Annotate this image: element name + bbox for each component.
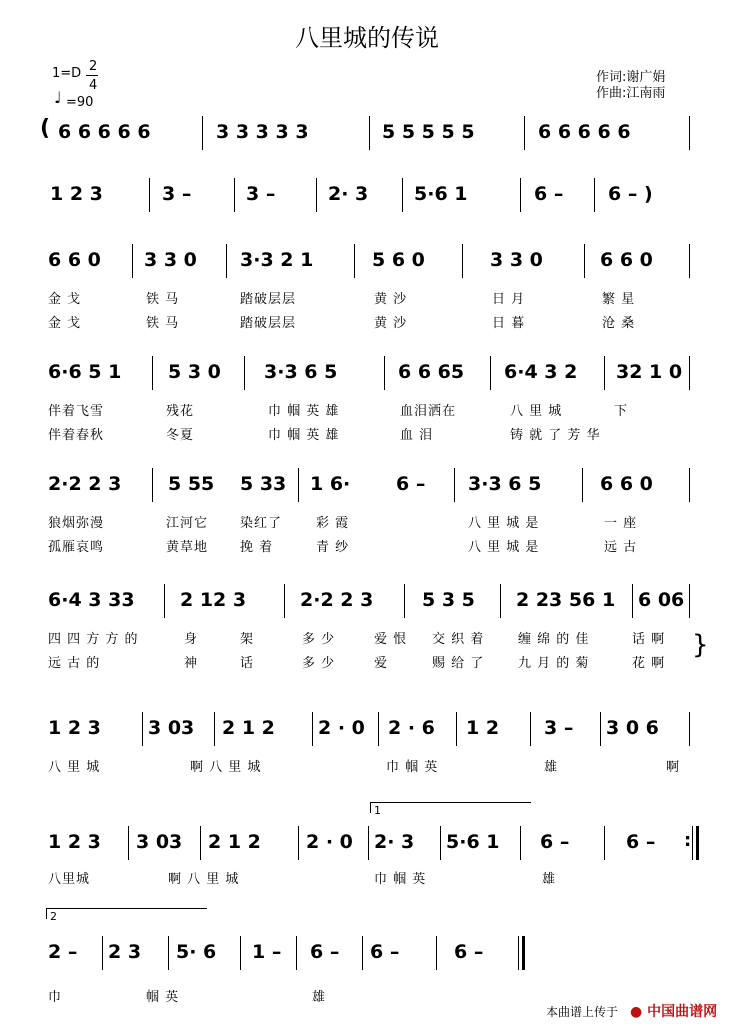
barline bbox=[582, 468, 583, 502]
measure: 5·6 1 bbox=[446, 831, 500, 853]
score-row-1 bbox=[44, 120, 704, 144]
barline bbox=[284, 584, 285, 618]
barline bbox=[518, 936, 519, 970]
measure: 6 – bbox=[626, 831, 656, 853]
lyric: 伴着春秋 bbox=[48, 428, 105, 443]
barline bbox=[152, 468, 153, 502]
logo-mark-icon: ● bbox=[630, 1004, 643, 1020]
barline bbox=[600, 712, 601, 746]
barline bbox=[440, 826, 441, 860]
barline bbox=[102, 936, 103, 970]
lyric: 巾 帼 英 bbox=[374, 872, 427, 887]
lyric: 九 月 的 菊 bbox=[518, 656, 590, 671]
score-row-2 bbox=[44, 182, 704, 206]
barline bbox=[214, 712, 215, 746]
lyric: 挽 着 bbox=[240, 540, 274, 555]
composer-credit: 作曲:江南雨 bbox=[596, 86, 666, 101]
barline bbox=[164, 584, 165, 618]
measure: 2· 3 bbox=[374, 831, 415, 853]
lyric: 雄 bbox=[312, 990, 327, 1005]
measure: 3·3 6 5 bbox=[264, 361, 338, 383]
measure: 5 33 bbox=[240, 473, 287, 495]
barline bbox=[604, 356, 605, 390]
measure: 6 – bbox=[396, 473, 426, 495]
measure: 3·3 6 5 bbox=[468, 473, 542, 495]
measure: 2 · 0 bbox=[306, 831, 353, 853]
barline bbox=[462, 244, 463, 278]
final-barline bbox=[522, 936, 525, 970]
second-ending-number: 2 bbox=[50, 910, 57, 923]
barline bbox=[378, 712, 379, 746]
lyric: 远 古 bbox=[604, 540, 638, 555]
score-title: 八里城的传说 bbox=[295, 24, 439, 52]
measure: 5·6 1 bbox=[414, 183, 468, 205]
site-logo[interactable] bbox=[630, 1001, 717, 1021]
lyric: 雄 bbox=[544, 760, 559, 775]
score-row-9 bbox=[44, 940, 704, 964]
lyric: 残花 bbox=[166, 404, 195, 419]
barline bbox=[149, 178, 150, 212]
lyric: 染红了 bbox=[240, 516, 283, 531]
barline bbox=[354, 244, 355, 278]
measure: 6·4 3 2 bbox=[504, 361, 578, 383]
measure: 3 – bbox=[246, 183, 276, 205]
measure: 3 3 3 3 3 bbox=[216, 121, 309, 143]
barline bbox=[240, 936, 241, 970]
measure: 5 3 0 bbox=[168, 361, 221, 383]
time-signature-bottom: 4 bbox=[89, 78, 98, 93]
barline bbox=[369, 116, 370, 150]
lyric: 八里城 bbox=[48, 872, 91, 887]
score-row-6 bbox=[44, 588, 704, 612]
measure: 6 – bbox=[310, 941, 340, 963]
barline bbox=[594, 178, 595, 212]
measure: 1 – bbox=[252, 941, 282, 963]
lyric: 伴着飞雪 bbox=[48, 404, 105, 419]
barline bbox=[368, 826, 369, 860]
repeat-dots: : bbox=[684, 830, 692, 851]
lyric: 花 啊 bbox=[632, 656, 666, 671]
barline bbox=[168, 936, 169, 970]
lyric: 远 古 的 bbox=[48, 656, 101, 671]
first-ending-number: 1 bbox=[374, 804, 381, 817]
measure: 6 6 0 bbox=[600, 473, 653, 495]
lyric: 话 啊 bbox=[632, 632, 666, 647]
measure: 2 12 3 bbox=[180, 589, 247, 611]
measure: 6 6 6 6 6 bbox=[58, 121, 151, 143]
lyric: 铁 马 bbox=[146, 316, 180, 331]
open-parenthesis: ( bbox=[40, 116, 51, 141]
barline bbox=[200, 826, 201, 860]
measure: 1 2 3 bbox=[48, 831, 101, 853]
measure: 2· 3 bbox=[328, 183, 369, 205]
measure: 1 2 bbox=[466, 717, 500, 739]
measure: 2·2 2 3 bbox=[48, 473, 122, 495]
lyric: 多 少 bbox=[302, 632, 336, 647]
measure: 2 3 bbox=[108, 941, 142, 963]
key-signature: 1=D bbox=[52, 66, 82, 81]
measure: 6 – bbox=[454, 941, 484, 963]
measure: 2 23 56 1 bbox=[516, 589, 616, 611]
lyric: 爱 bbox=[374, 656, 389, 671]
barline bbox=[692, 826, 693, 860]
measure: 6 6 65 bbox=[398, 361, 465, 383]
measure: 3 03 bbox=[136, 831, 183, 853]
lyric: 八 里 城 是 bbox=[468, 516, 540, 531]
lyric: 巾 bbox=[48, 990, 63, 1005]
barline bbox=[316, 178, 317, 212]
measure: 6 – bbox=[540, 831, 570, 853]
lyric: 雄 bbox=[542, 872, 557, 887]
lyric: 帼 英 bbox=[146, 990, 180, 1005]
lyric: 江河它 bbox=[166, 516, 209, 531]
measure: 1 2 3 bbox=[48, 717, 101, 739]
measure: 5 3 5 bbox=[422, 589, 475, 611]
footer-upload-note: 本曲谱上传于 bbox=[546, 1005, 619, 1019]
lyric: 巾 帼 英 bbox=[386, 760, 439, 775]
lyric: 啊 八 里 城 bbox=[190, 760, 262, 775]
lyric: 铸 就 了 芳 华 bbox=[510, 428, 601, 443]
lyric: 爱 恨 bbox=[374, 632, 408, 647]
measure: 5· 6 bbox=[176, 941, 217, 963]
logo-text: 中国曲谱网 bbox=[647, 1004, 718, 1020]
score-row-5 bbox=[44, 472, 704, 496]
lyricist-credit: 作词:谢广娟 bbox=[596, 70, 666, 85]
barline bbox=[456, 712, 457, 746]
lyric: 八 里 城 bbox=[48, 760, 101, 775]
measure: 3 0 6 bbox=[606, 717, 659, 739]
barline bbox=[689, 356, 690, 390]
lyric: 话 bbox=[240, 656, 255, 671]
barline bbox=[142, 712, 143, 746]
barline bbox=[604, 826, 605, 860]
measure: 2·2 2 3 bbox=[300, 589, 374, 611]
barline bbox=[202, 116, 203, 150]
tempo-marking: =90 bbox=[66, 95, 94, 110]
lyric: 四 四 方 方 的 bbox=[48, 632, 139, 647]
lyric: 八 里 城 是 bbox=[468, 540, 540, 555]
barline bbox=[500, 584, 501, 618]
barline bbox=[530, 712, 531, 746]
measure: 1 2 3 bbox=[50, 183, 103, 205]
barline bbox=[689, 468, 690, 502]
measure: 3 3 0 bbox=[144, 249, 197, 271]
lyric: 一 座 bbox=[604, 516, 638, 531]
barline bbox=[226, 244, 227, 278]
measure: 3 03 bbox=[148, 717, 195, 739]
measure: 2 · 0 bbox=[318, 717, 365, 739]
quarter-note-icon: ♩ bbox=[54, 88, 62, 107]
measure: 6·4 3 33 bbox=[48, 589, 135, 611]
barline bbox=[524, 116, 525, 150]
barline bbox=[689, 116, 690, 150]
lyric: 架 bbox=[240, 632, 255, 647]
barline bbox=[689, 244, 690, 278]
lyric: 血 泪 bbox=[400, 428, 434, 443]
measure: 5 6 0 bbox=[372, 249, 425, 271]
lyric: 啊 bbox=[666, 760, 681, 775]
lyric: 下 bbox=[614, 404, 629, 419]
barline bbox=[298, 826, 299, 860]
barline bbox=[632, 584, 633, 618]
barline bbox=[454, 468, 455, 502]
measure: 2 – bbox=[48, 941, 78, 963]
lyric: 金 戈 bbox=[48, 292, 82, 307]
barline bbox=[244, 356, 245, 390]
measure: 6 – bbox=[534, 183, 564, 205]
barline bbox=[689, 584, 690, 618]
lyric: 沧 桑 bbox=[602, 316, 636, 331]
measure: 2 1 2 bbox=[208, 831, 261, 853]
lyric: 巾 帼 英 雄 bbox=[268, 428, 340, 443]
measure: 6 6 6 6 6 bbox=[538, 121, 631, 143]
first-ending-bracket bbox=[370, 802, 531, 817]
lyric: 交 织 着 bbox=[432, 632, 485, 647]
barline bbox=[402, 178, 403, 212]
lyric: 身 bbox=[184, 632, 199, 647]
lyric: 巾 帼 英 雄 bbox=[268, 404, 340, 419]
lyric: 赐 给 了 bbox=[432, 656, 485, 671]
measure: 6 06 bbox=[638, 589, 685, 611]
lyric: 青 纱 bbox=[316, 540, 350, 555]
barline bbox=[152, 356, 153, 390]
time-signature-line bbox=[86, 75, 98, 76]
lyric: 冬夏 bbox=[166, 428, 195, 443]
score-row-3 bbox=[44, 248, 704, 272]
measure: 6 6 0 bbox=[600, 249, 653, 271]
barline bbox=[234, 178, 235, 212]
measure: 6·6 5 1 bbox=[48, 361, 122, 383]
barline bbox=[689, 712, 690, 746]
score-row-4 bbox=[44, 360, 704, 384]
barline bbox=[312, 712, 313, 746]
measure: 6 – ) bbox=[608, 183, 653, 205]
measure: 2 1 2 bbox=[222, 717, 275, 739]
lyric: 啊 八 里 城 bbox=[168, 872, 240, 887]
lyric: 铁 马 bbox=[146, 292, 180, 307]
barline bbox=[520, 826, 521, 860]
repeat-barline bbox=[696, 826, 699, 860]
lyric: 神 bbox=[184, 656, 199, 671]
barline bbox=[384, 356, 385, 390]
measure: 6 6 0 bbox=[48, 249, 101, 271]
measure: 5 5 5 5 5 bbox=[382, 121, 475, 143]
lyric: 黄 沙 bbox=[374, 316, 408, 331]
time-signature-top: 2 bbox=[89, 59, 98, 74]
barline bbox=[404, 584, 405, 618]
barline bbox=[296, 936, 297, 970]
lyric: 繁 星 bbox=[602, 292, 636, 307]
barline bbox=[128, 826, 129, 860]
barline bbox=[436, 936, 437, 970]
barline bbox=[520, 178, 521, 212]
lyric: 日 月 bbox=[492, 292, 526, 307]
score-row-7 bbox=[44, 716, 704, 740]
measure: 32 1 0 bbox=[616, 361, 683, 383]
measure: 3 – bbox=[544, 717, 574, 739]
barline bbox=[362, 936, 363, 970]
lyric: 彩 霞 bbox=[316, 516, 350, 531]
lyric: 黄草地 bbox=[166, 540, 209, 555]
lyric: 血泪洒在 bbox=[400, 404, 457, 419]
brace-icon: } bbox=[692, 630, 709, 660]
second-ending-bracket bbox=[46, 908, 207, 923]
barline bbox=[298, 468, 299, 502]
lyric: 金 戈 bbox=[48, 316, 82, 331]
lyric: 八 里 城 bbox=[510, 404, 563, 419]
lyric: 孤雁哀鸣 bbox=[48, 540, 105, 555]
measure: 5 55 bbox=[168, 473, 215, 495]
measure: 3·3 2 1 bbox=[240, 249, 314, 271]
measure: 3 – bbox=[162, 183, 192, 205]
measure: 6 – bbox=[370, 941, 400, 963]
measure: 2 · 6 bbox=[388, 717, 435, 739]
barline bbox=[584, 244, 585, 278]
lyric: 多 少 bbox=[302, 656, 336, 671]
lyric: 日 暮 bbox=[492, 316, 526, 331]
lyric: 踏破层层 bbox=[240, 292, 297, 307]
score-row-8 bbox=[44, 830, 704, 854]
lyric: 踏破层层 bbox=[240, 316, 297, 331]
measure: 3 3 0 bbox=[490, 249, 543, 271]
barline bbox=[490, 356, 491, 390]
barline bbox=[132, 244, 133, 278]
lyric: 狼烟弥漫 bbox=[48, 516, 105, 531]
lyric: 黄 沙 bbox=[374, 292, 408, 307]
lyric: 缠 绵 的 佳 bbox=[518, 632, 590, 647]
measure: 1 6· bbox=[310, 473, 351, 495]
